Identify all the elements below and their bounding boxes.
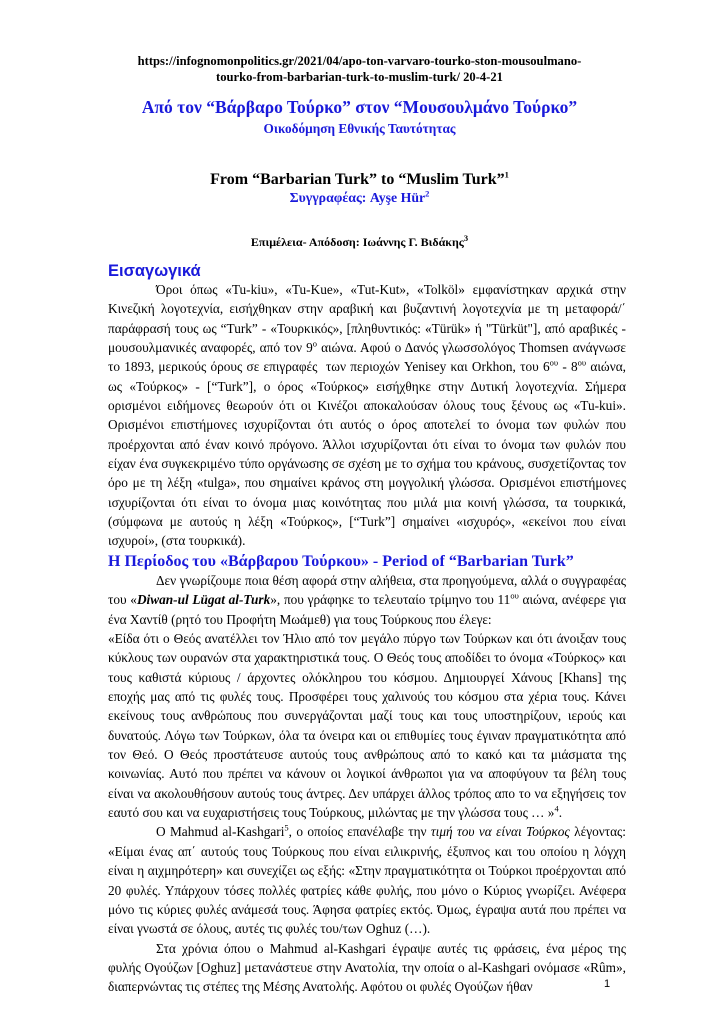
- source-url-line-2: tourko-from-barbarian-turk-to-muslim-turk/ 20-4-21: [216, 70, 503, 84]
- english-title-text: From “Barbarian Turk” to “Muslim Turk”: [210, 171, 505, 188]
- footnote-ref-1[interactable]: 1: [504, 169, 509, 180]
- source-url-line-1: https://infognomonpolitics.gr/2021/04/apo-ton-varvaro-tourko-ston-mousoulmano-: [137, 54, 582, 68]
- editor-line: [0, 235, 719, 250]
- editor-text: Επιμέλεια- Απόδοση: Ιωάννης Γ. Βιδάκης: [250, 235, 464, 249]
- section-barbarian-turk-body: [108, 571, 626, 997]
- author-label: Συγγραφέας: Ayşe Hür: [289, 190, 426, 205]
- greek-title: Από τον “Βάρβαρο Τούρκο” στον “Μουσουλμάνο Τούρκο”: [141, 97, 578, 117]
- section-heading-introduction: Εισαγωγικά: [108, 262, 201, 280]
- english-title: [0, 171, 719, 189]
- author-line: [0, 190, 719, 206]
- section-introduction-body: [108, 280, 626, 551]
- paragraph: Δεν γνωρίζουμε ποια θέση αφορά στην αλήθεια, στα προηγούμενα, αλλά ο συγγραφέας του «Diwan-ul Lügat al-Turk», που γράφηκε το τελευταίο τρίμηνο του $11^{o\upsilon}$ αιώνα, ανέφερε για ένα Χαντίθ (ρητό του Προφήτη Μωάμεθ) για τους Τούρκους που έλεγε:: [108, 573, 627, 627]
- paragraph: Όροι όπως «Tu-kiu», «Tu-Kue», «Tut-Kut», «Tolköl» εμφανίστηκαν αρχικά στην Κινεζική λογοτεχνία, εισήχθηκαν στην αραβική και βυζαντινή λογοτεχνία με τη μεταφορά/΄ παράφρασή τους ως “Turk” - «Τουρκικός», [πληθυντικός: «Türük» ή "Türküt"], από αραβικές - μουσουλμανικές αναφορές, από τον $9^o$ αιώνα. Αφού ο Δανός γλωσσολόγος Thomsen ανάγνωσε το 1893, μερικούς όρους σε επιγραφές των περιοχών Yenisey και Orkhon, του $6^{o\upsilon} - 8^{o\upsilon}$ αιώνα, ως «Τούρκος» - [“Turk”], ο όρος «Τούρκος» εισήχθηκε στην Δυτική λογοτεχνία. Σήμερα ορισμένοι ειδήμονες θεωρούν ότι οι Κινέζοι αποκαλούσαν όλους τους ξένους ως «Tu-kui». Ορισμένοι επιστήμονες ισχυρίζονται ότι αυτός ο όρος αποτελεί το όνομα των φυλών που προέρχονται από έναν κοινό πρόγονο. Άλλοι ισχυρίζονται ότι είναι το όνομα των φυλών που είχαν ένα συγκεκριμένο τύπο οργάνωσης σε σχέση με το σχήμα του κράνους, συσχετίζοντας τον όρο με τη λέξη «tulga», που σημαίνει κράνος στη μογγολική γλώσσα. Ορισμένοι επιστήμονες ισχυρίζονται ότι είναι το όνομα μιας κοινότητας που μιλά μια κοινή γλώσσα, τα τουρκικά, (σύμφωνα με αυτούς η λέξη «Τούρκος», [“Turk”] σημαίνει «ισχυρός», «εκείνοι που είναι ισχυροί», (στα τουρκικά).: [108, 282, 626, 549]
- paragraph: «Είδα ότι ο Θεός ανατέλλει τον Ήλιο από τον μεγάλο πύργο των Τούρκων και ότι άνοιξαν τους κύκλους των ουρανών στα χαρακτηριστικά τους. Ο Θεός τους αποδίδει το όνομα «Τούρκος» και τους καθιστά κύριους / άρχοντες ολόκληρου του κόσμου. Δημιουργεί Χάνους [Khans] της εποχής μας από τις φυλές τους. Προσφέρει τους χαλινούς του κόσμου στα χέρια τους. Κάνει εκείνους τους ανθρώπους που συνεργάζονται μαζί τους και τους υποστηρίζουν, ιερούς και δυνατούς. Λόγω των Τούρκων, όλα τα όνειρα και οι επιθυμίες τους έγιναν πραγματικότητα από τον Θεό. Ο Θεός προστάτευσε αυτούς τους ανθρώπους από το κακό και τα μιάσματα της κοινωνίας. Αυτό που πρέπει να κάνουν οι λογικοί άνθρωποι για να αποφύγουν τα βέλη τους είναι να ακολουθήσουν αυτούς τους άντρες. Δεν υπάρχει άλλος τρόπος απο το να εξηγήσεις τον εαυτό σου και να ευχαριστήσεις τους Τούρκους, μιλώντας με την γλώσσα τους … »$^4$.: [108, 631, 626, 821]
- footnote-ref-3[interactable]: 3: [463, 233, 469, 243]
- page-number: 1: [604, 978, 611, 990]
- paragraph: Στα χρόνια όπου ο Mahmud al-Kashgari έγραψε αυτές τις φράσεις, ένα μέρος της φυλής Ογούζων [Oghuz] μετανάστευε στην Ανατολία, την οποία ο al-Kashgari ονόμασε «Rûm», διαπερνώντας τις στέπες της Μέσης Ανατολής. Αφότου οι φυλές Ογούζων ήθαν: [108, 940, 626, 995]
- greek-subtitle: Οικοδόμηση Εθνικής Ταυτότητας: [263, 121, 456, 136]
- paragraph: Ο Mahmud al-Kashgari$^5$, ο οποίος επανέλαβε την τιμή του να είναι Τούρκος λέγοντας: «Είμαι ένας απ΄ αυτούς τους Τούρκους που είναι ειλικρινής, έξυπνος και του οποίου η λόγχη είναι η αιχμηρότερη» και συνεχίζει ως εξής: «Στην πραγματικότητα οι Τούρκοι προέρχονται από 20 φυλές. Υπάρχουν τόσες πολλές φατρίες κάθε φυλής, που μόνο ο Κύριος γνωρίζει. Ανέφερα μόνο τις κύριες φυλές ανάμεσά τους. Άφησα φατρίες εκτός. Όμως, έγραψα αυτά που πρέπει να είναι γνωστά σε όλους, αυτές τις φυλές του/των Oghuz (…).: [108, 823, 627, 937]
- section-heading-barbarian-turk: Η Περίοδος του «Βάρβαρου Τούρκου» - Period of “Barbarian Turk”: [108, 553, 574, 570]
- footnote-ref-2[interactable]: 2: [425, 188, 430, 199]
